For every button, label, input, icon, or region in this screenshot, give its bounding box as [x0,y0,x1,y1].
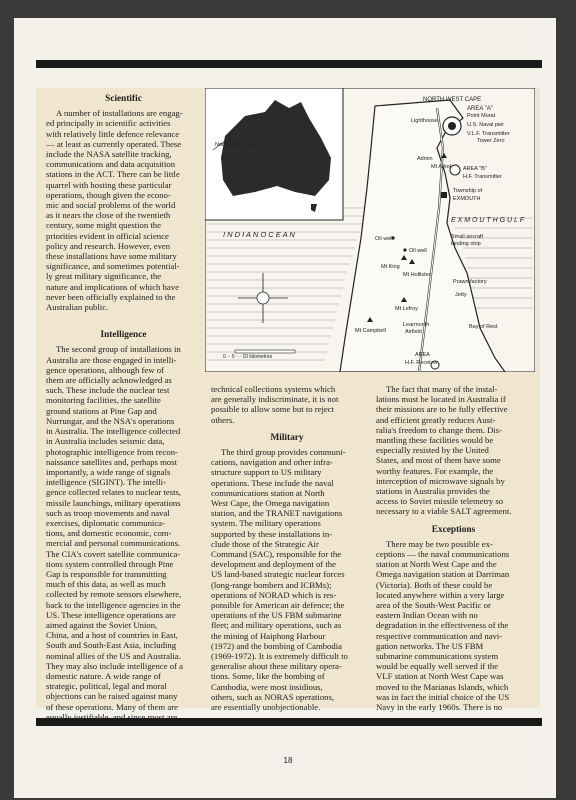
right-intro-text [376,384,531,517]
svg-text:NORTH WEST CAPE: NORTH WEST CAPE [423,97,482,103]
text-line: The CIA's covert satellite communica- [46,548,181,559]
military-heading: Military [270,432,304,443]
svg-text:Mt Lefroy: Mt Lefroy [395,306,418,312]
text-line: lations must be located in Australia if [376,394,506,405]
text-line: gation networks. The US FBM [376,640,484,651]
svg-text:Tower Zero: Tower Zero [477,138,505,144]
text-line: operations, though given the econo- [46,189,171,200]
text-line: tions. Some, like the bombing of [211,671,325,682]
text-line: (1972) and the bombing of Cambodia [211,640,343,651]
text-line: policy and research. However, even [46,240,171,251]
text-line: fleet; and military operations, such as [211,620,342,631]
text-line: the mining of Haiphong Harbour [211,630,326,641]
text-line: quarrel with hosting these particular [46,179,172,190]
text-line: supported by these installations in- [211,528,333,539]
top-rule [36,60,542,68]
text-line: others. [211,414,235,425]
svg-text:EXMOUTH: EXMOUTH [453,196,481,202]
text-line: mic and social problems of the world [46,200,176,211]
text-line: mercial and personal communications. [46,538,181,549]
text-line: equally justifiable, and since most are [46,711,178,722]
text-line: station, and the TRANET navigations [211,508,343,519]
text-line: West Cape, the Omega navigation [211,498,330,509]
text-line: cations, navigation and other infra- [211,457,333,468]
svg-text:Admin: Admin [417,156,433,162]
svg-text:Small aircraft: Small aircraft [451,234,484,240]
text-line: operations of NORAD which is res- [211,589,337,600]
text-line: structure support to US military [211,467,322,478]
svg-text:Bay of Rest: Bay of Rest [469,324,498,330]
text-line: — at least as currently operated. These [46,138,182,149]
text-line: States, and most of them have some [376,455,501,466]
text-line: missile launchings, military operations [46,497,181,508]
text-line: area of the South-West Pacific or [376,600,491,611]
text-line: would be equally well served if the [376,661,499,672]
svg-text:Oil well: Oil well [409,248,427,254]
text-line: ly great military significance, the [46,271,162,282]
svg-text:Township of: Township of [453,188,483,194]
intelligence-text [46,344,201,722]
text-line: Omega navigation station at Darriman [376,569,510,580]
text-line: nominal allies of the US and Australia. [46,650,181,661]
text-line: gence operations, although few of [46,364,164,375]
middle-column [211,384,363,712]
text-line: There may be two possible ex- [386,538,493,549]
text-line: communications and data acquisition [46,159,176,170]
text-line: nature and implications of which have [46,281,179,292]
text-line: aimed against the Soviet Union, [46,619,158,630]
township-marker [441,192,447,198]
text-line: never been officially explained to the [46,291,176,302]
text-line: submarine communications system [376,651,499,662]
exceptions-text [376,539,531,712]
text-line: respective communication and navi- [376,630,503,641]
text-line: in Australia includes seismic data, [46,436,165,447]
text-line: them are officially acknowledged as [46,375,172,386]
middle-intro-text [211,384,363,425]
text-line: eastern Indian Ocean with no [376,610,478,621]
text-line: moved to the Marianas Islands, which [376,681,509,692]
text-line: Command (SAC), responsible for the [211,549,342,560]
svg-text:Learmonth: Learmonth [403,322,430,328]
text-line: tions, and domestic economic, com- [46,528,172,539]
text-line: importantly, a wide range of signals [46,466,171,477]
text-line: domestic nature. A wide range of [46,670,161,681]
area-b-marker [450,165,460,175]
text-line: intelligence (SIGINT). The intelli- [46,477,166,488]
scale-bar [235,350,295,353]
text-line: system. The military operations [211,518,321,529]
inset-label: North West Cape [215,142,258,148]
text-line: gence collected relates to nuclear tests, [46,487,182,498]
svg-text:Airfield: Airfield [405,329,422,335]
svg-text:Point Murat: Point Murat [467,113,496,119]
text-line: priorities evident in official science [46,230,169,241]
text-line: Navy in the early 1960s. There is no [376,702,503,713]
text-line: much of this data, as well as much [46,579,166,590]
svg-text:Lighthouse: Lighthouse [411,118,438,124]
text-line: as it nears the close of the twentieth [46,210,171,221]
text-line: back to the intelligence agencies in the [46,599,181,610]
svg-text:landing strip: landing strip [451,241,481,247]
text-line: necessary to a viable SALT agreement. [376,506,512,517]
text-line: especially resisted by the United [376,445,489,456]
text-line: collected by remote sensors elsewhere, [46,589,182,600]
text-line: tions system controlled through Pine [46,558,174,569]
text-line: located anywhere within a very large [376,589,505,600]
scale-label: 0 ·· 5 ··· 10 kilometres [223,354,273,360]
text-line: these installations have some military [46,251,177,262]
military-text [211,447,363,712]
svg-text:Mt Campbell: Mt Campbell [355,328,386,334]
text-line: South and South-East Asia, including [46,640,177,651]
text-line: The third group provides communi- [221,447,346,458]
text-line: ed principally in scientific activities [46,118,171,129]
indian-ocean-label: I N D I A N O C E A N [223,230,295,239]
text-line: include the NASA satellite tracking, [46,149,172,160]
text-line: The second group of installations in [56,344,181,355]
text-line: photographic intelligence from recon- [46,446,178,457]
text-line: They may also include intelligence of a [46,660,184,671]
text-line: significance, and sometimes potential- [46,261,180,272]
text-line: access to Soviet missile telemetry so [376,496,504,507]
text-line: in Australia. The intelligence collected [46,426,181,437]
text-line: ceptions — the naval communications [376,549,510,560]
text-line: operations. These include the naval [211,477,334,488]
text-line: objections can be raised against many [46,691,178,702]
text-line: US land-based strategic nuclear forces [211,569,345,580]
text-line: degradation in the effectiveness of the [376,620,509,631]
text-line: generalise about these military opera- [211,661,342,672]
svg-text:V.L.F. Transmitter: V.L.F. Transmitter [467,131,510,137]
oil-well-marker [403,248,406,251]
exceptions-heading: Exceptions [431,524,476,535]
svg-text:Mt King: Mt King [381,264,400,270]
text-line: monitoring facilities, the satellite [46,395,161,406]
text-line: naissance satellites and, perhaps most [46,456,177,467]
text-line: Nurrungar, and the NSA's operations [46,415,175,426]
text-line: of these operations. Many of them are [46,701,178,712]
svg-text:AREA "B": AREA "B" [463,166,487,172]
text-line: Australia are those engaged in intelli- [46,354,177,365]
left-column [46,94,201,722]
svg-text:U.S. Naval pier: U.S. Naval pier [467,122,504,128]
text-line: are generally indiscriminate, it is not [211,394,339,405]
text-line: station at North West Cape and the [376,559,497,570]
text-line: was in fact the initial choice of the US [376,691,510,702]
svg-text:H.F. Transmitter: H.F. Transmitter [463,174,502,180]
area-a-marker-core [448,122,456,130]
text-line: stations in Australia provides the [376,486,490,497]
text-line: operations of the US FBM submarine [211,610,342,621]
text-line: and efficient greatly reduces Aust- [376,414,496,425]
text-line: China, and a host of countries in East, [46,630,178,641]
svg-text:Jetty: Jetty [455,292,467,298]
north-west-cape-map [205,88,535,372]
text-line: stations in the ACT. There can be little [46,169,180,180]
text-line: their missions are to be fully effective [376,404,508,415]
text-line: A number of installations are engag- [56,108,183,119]
text-line: (long-range bombers and ICBMs); [211,579,332,590]
text-line: ground stations at Pine Gap and [46,405,157,416]
text-line: interception of microwave signals by [376,475,505,486]
text-line: ralia's freedom to change them. Dis- [376,424,503,435]
text-line: are essentially unobjectionable. [211,702,321,713]
text-line: century, some might question the [46,220,162,231]
svg-text:AREA: AREA [415,352,430,358]
text-line: communications station at North [211,487,325,498]
text-line: such. These include the nuclear test [46,385,170,396]
text-line: development and deployment of the [211,559,336,570]
exmouth-gulf-label: E X M O U T H G U L F [451,217,524,224]
svg-text:Oil well: Oil well [375,236,393,242]
text-line: others, such as NORAS operations, [211,691,335,702]
svg-text:Mt Hollister: Mt Hollister [403,272,431,278]
text-line: mantling these facilities would be [376,435,494,446]
text-line: Cambodia, were most insidious, [211,681,323,692]
right-column [376,384,531,712]
text-line: worthy features. For example, the [376,465,494,476]
text-line: such as troop movements and naval [46,507,170,518]
text-line: The fact that many of the instal- [386,384,498,394]
text-line: (1969-1972). It is extremely difficult to [211,651,348,662]
text-line: technical collections systems which [211,384,336,394]
text-line: Australian public. [46,302,109,313]
text-line: strategic, political, legal and moral [46,681,167,692]
page-number: 18 [283,756,293,765]
intelligence-heading: Intelligence [100,330,147,341]
svg-text:H.F. Receiver: H.F. Receiver [405,360,439,366]
scientific-heading: Scientific [105,94,142,104]
text-line: exercises, diplomatic communica- [46,517,165,528]
svg-text:Prawn factory: Prawn factory [453,279,487,285]
svg-text:AREA "A": AREA "A" [467,106,493,112]
text-line: (Victoria). Both of these could be [376,579,493,590]
text-line: with relatively little defence relevance [46,128,180,139]
text-line: possible to allow some but to reject [211,404,335,415]
text-line: US. These intelligence operations are [46,609,176,620]
text-line: ponsible for American air defence; the [211,600,345,611]
text-line: VLF station at North West Cape was [376,671,504,682]
svg-text:Mt Athol: Mt Athol [431,164,451,170]
text-line: clude those of the Strategic Air [211,538,319,549]
scientific-text [46,108,201,312]
text-line: Gap is responsible for transmitting [46,568,167,579]
